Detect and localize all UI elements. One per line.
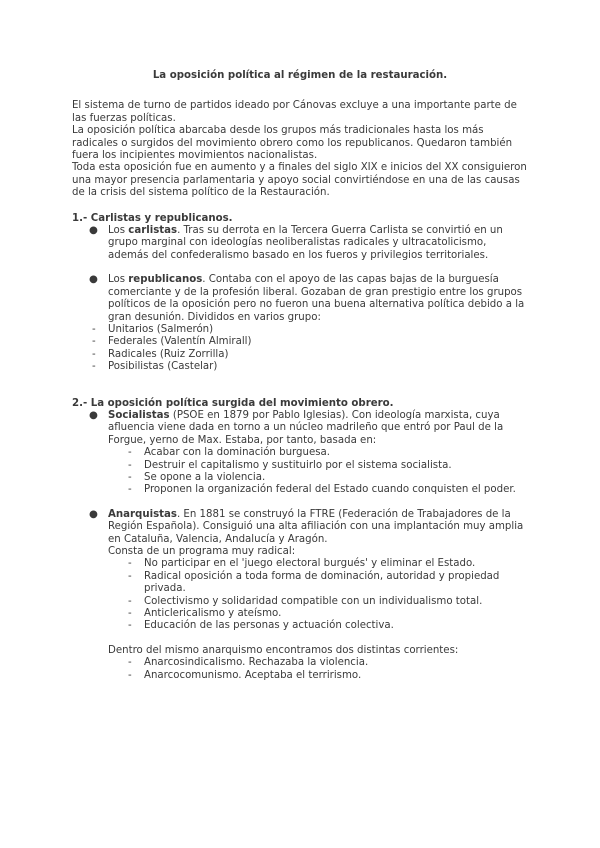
anarchist-points-list: [108, 558, 528, 632]
document-page: [72, 70, 528, 682]
term-carlistas: carlistas: [128, 225, 178, 237]
term-socialistas: Socialistas: [108, 409, 170, 421]
section-2-list: [72, 410, 528, 682]
list-item: - Colectivismo y solidaridad compatible con un individualismo total.: [128, 595, 483, 607]
bullet-icon: ●: [89, 225, 98, 237]
bullet-icon: ●: [89, 508, 98, 520]
intro-paragraph: Toda esta oposición fue en aumento y a finales del siglo XIX e inicios del XX consiguieron una mayor presencia parlamentaria y apoyo social convirtiéndose en una de las causas de la crisis del sistema político de la Restauración.: [72, 162, 527, 199]
list-item: - Radical oposición a toda forma de dominación, autoridad y propiedad privada.: [128, 570, 500, 595]
intro: [72, 100, 528, 199]
intro-paragraph: El sistema de turno de partidos ideado por Cánovas excluye a una importante parte de las fuerzas políticas.: [72, 100, 517, 124]
program-intro: Consta de un programa muy radical:: [108, 546, 296, 557]
list-item: - Federales (Valentín Almirall): [92, 336, 252, 348]
bullet-item-socialistas: ● Socialistas (PSOE en 1879 por Pablo Iglesias). Con ideología marxista, cuya afluencia viene dada en torno a un núcleo madrileño que entró por Paul de la Forgue, yerno de Max. Estaba, por tanto, basada en: - Acabar con la dominación burguesa. - Destruir el capitalismo y sustituirlo por el sistema socialista. - Se opone a la violencia. - Proponen la organización federal del Estado cuando conquisten el poder.: [72, 410, 528, 497]
list-item: - Destruir el capitalismo y sustituirlo por el sistema socialista.: [128, 459, 452, 471]
document-title: La oposición política al régimen de la restauración.: [152, 70, 448, 81]
bullet-item-republicanos: ● Los republicanos. Contaba con el apoyo de las capas bajas de la burguesía comerciante y de la profesión liberal. Gozaban de gran prestigio entre los grupos políticos de la oposición pero no fueron una buena alternativa política debido a la gran desunión. Divididos en varios grupo: - Unitarios (Salmerón) - Federales (Valentín Almirall) - Radicales (Ruiz Zorrilla) - Posibilistas (Castelar): [72, 274, 528, 373]
list-item: - Posibilistas (Castelar): [92, 361, 218, 373]
currents-intro: Dentro del mismo anarquismo encontramos dos distintas corrientes:: [108, 644, 459, 656]
section-heading-2: 2.- La oposición política surgida del movimiento obrero.: [72, 397, 394, 409]
socialist-points-list: [108, 447, 528, 497]
section-1-list: [72, 225, 528, 373]
list-item: - Radicales (Ruiz Zorrilla): [92, 348, 229, 360]
list-item: - No participar en el 'juego electoral burgués' y eliminar el Estado.: [128, 558, 476, 570]
bullet-icon: ●: [89, 274, 98, 286]
bullet-item-anarquistas: ● Anarquistas. En 1881 se construyó la FTRE (Federación de Trabajadores de la Región Española). Consiguió una alta afiliación con una implantación muy amplia en Cataluña, Valencia, Andalucía y Aragón. Consta de un programa muy radical: - No participar en el 'juego electoral burgués' y eliminar el Estado. - Radical oposición a toda forma de dominación, autoridad y propiedad privada. - Colectivismo y solidaridad compatible con un individualismo total. - Anticlericalismo y ateísmo. - Educación de las personas y actuación colectiva. Dentro del mismo anarquismo encontramos dos distintas corrientes: - Anarcosindicalismo. Rechazaba la violencia. - Anarcocomunismo. Aceptaba el terrirismo.: [72, 509, 528, 682]
list-item: - Proponen la organización federal del Estado cuando conquisten el poder.: [128, 484, 516, 496]
term-anarquistas: Anarquistas: [108, 508, 177, 520]
section-heading-1: 1.- Carlistas y republicanos.: [72, 212, 233, 224]
anarchist-currents-list: [108, 657, 528, 682]
list-item: - Educación de las personas y actuación colectiva.: [128, 620, 394, 632]
intro-paragraph: La oposición política abarcaba desde los grupos más tradicionales hasta los más radicales o surgidos del movimiento obrero como los republicanos. Quedaron también fuera los incipientes movimientos nacionalistas.: [72, 125, 513, 162]
list-item: - Unitarios (Salmerón): [92, 323, 214, 335]
list-item: - Anticlericalismo y ateísmo.: [128, 608, 282, 620]
list-item: - Se opone a la violencia.: [128, 471, 266, 483]
bullet-icon: ●: [89, 409, 98, 421]
bullet-item-carlistas: ● Los carlistas. Tras su derrota en la Tercera Guerra Carlista se convirtió en un grupo marginal con ideologías neoliberalistas radicales y ultracatolicismo, además del confederalismo basado en los fueros y privilegios territoriales.: [89, 225, 503, 261]
term-republicanos: republicanos: [128, 274, 203, 286]
list-item: - Anarcosindicalismo. Rechazaba la violencia.: [128, 657, 369, 669]
list-item: - Acabar con la dominación burguesa.: [128, 447, 331, 459]
republican-groups-list: [72, 324, 528, 374]
list-item: - Anarcocomunismo. Aceptaba el terrirismo.: [128, 669, 362, 681]
